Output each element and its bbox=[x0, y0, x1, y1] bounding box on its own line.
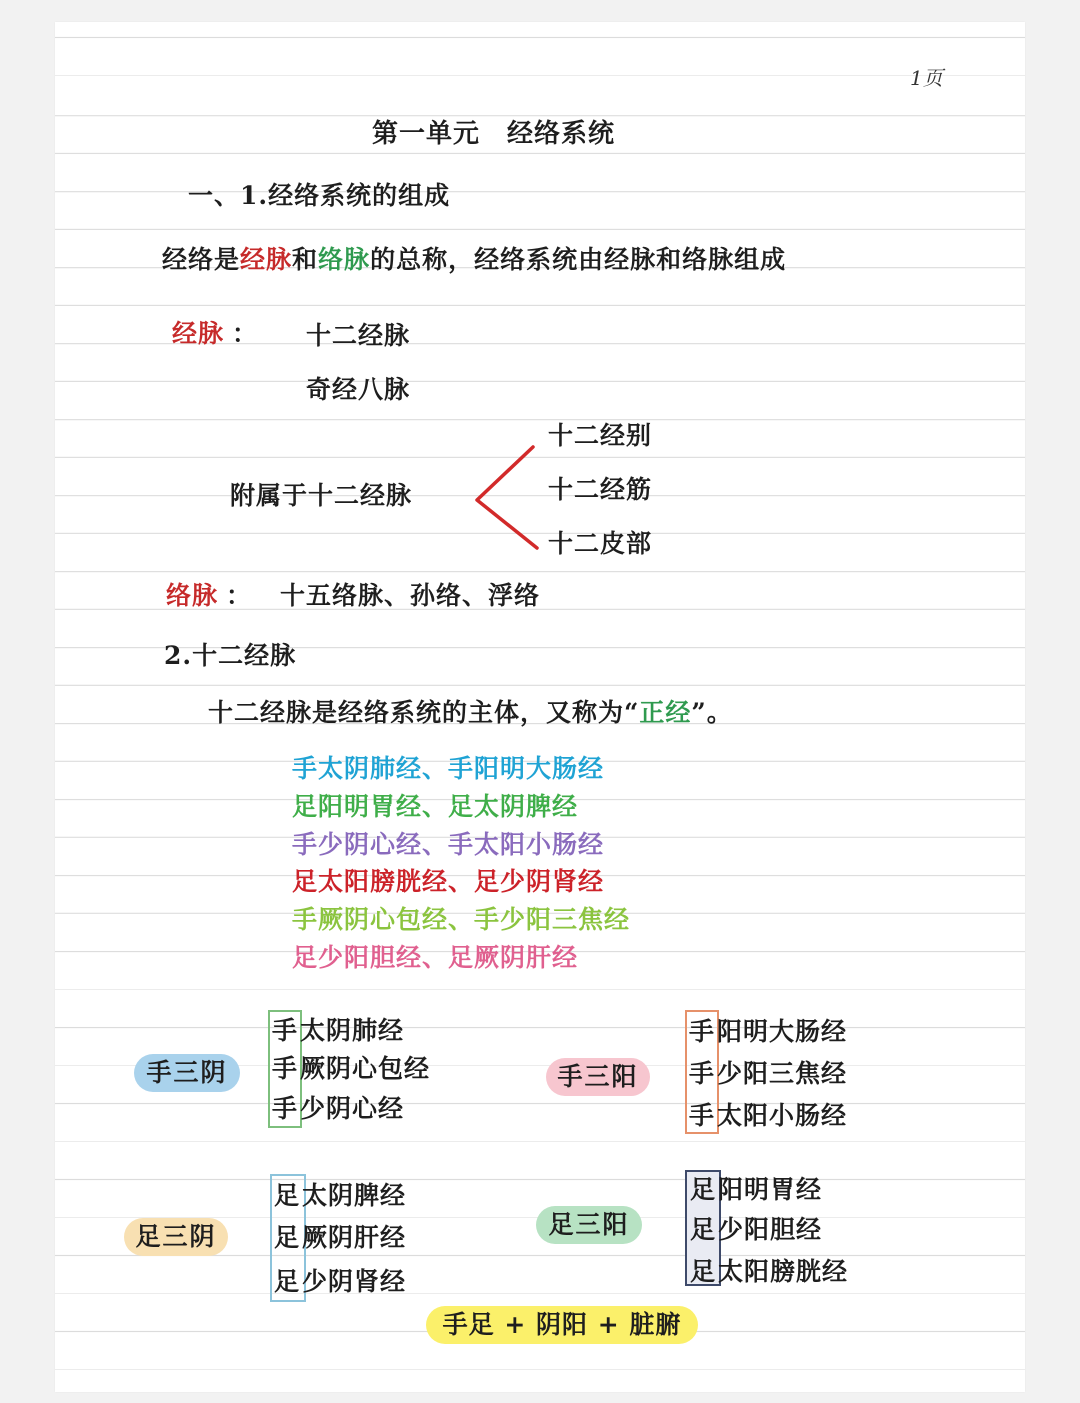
attached-label: 附属于十二经脉 bbox=[230, 481, 413, 510]
section2-heading: 2.十二经脉 bbox=[164, 641, 297, 670]
attached-item-pibu: 十二皮部 bbox=[548, 529, 653, 558]
row-head: 足 bbox=[689, 1257, 716, 1286]
intro-part-1: 经络是 bbox=[162, 245, 241, 274]
jingmai-item-qijing-bamai: 奇经八脉 bbox=[306, 375, 411, 404]
luomai-label: 络脉 ： bbox=[166, 581, 253, 610]
row-head: 足 bbox=[273, 1181, 300, 1210]
group-row bbox=[270, 1015, 404, 1047]
group-row bbox=[687, 1016, 847, 1048]
group-row bbox=[687, 1058, 847, 1090]
meridian-line: 足少阳胆经、足厥阴肝经 bbox=[292, 943, 579, 972]
row-head: 足 bbox=[689, 1215, 716, 1244]
group-row bbox=[272, 1222, 406, 1254]
section2-intro-before: 十二经脉是经络系统的主体，又称为“ bbox=[208, 698, 640, 727]
jingmai-item-shier-jingmai: 十二经脉 bbox=[306, 321, 411, 350]
group-row bbox=[272, 1180, 406, 1212]
section2-intro bbox=[208, 697, 733, 729]
meridian-line: 手少阴心经、手太阳小肠经 bbox=[292, 830, 605, 859]
row-text: 厥阴肝经 bbox=[302, 1223, 407, 1252]
row-head: 足 bbox=[273, 1223, 300, 1252]
row-text: 厥阴心包经 bbox=[300, 1054, 431, 1083]
row-text: 少阴心经 bbox=[300, 1094, 405, 1123]
section2-intro-after: ”。 bbox=[691, 698, 733, 727]
group-row bbox=[272, 1266, 406, 1298]
jingmai-label: 经脉 ： bbox=[172, 319, 259, 348]
meridian-line: 足阳明胃经、足太阴脾经 bbox=[292, 792, 579, 821]
row-text: 少阴肾经 bbox=[302, 1267, 407, 1296]
row-head: 手 bbox=[688, 1059, 715, 1088]
group-row bbox=[688, 1174, 822, 1206]
group-label-zu-san-yin: 足三阴 bbox=[124, 1218, 228, 1256]
meridian-line: 手太阴肺经、手阳明大肠经 bbox=[292, 754, 605, 783]
group-label-shou-san-yang: 手三阳 bbox=[546, 1058, 650, 1096]
row-text: 太阳膀胱经 bbox=[718, 1257, 849, 1286]
row-text: 少阳胆经 bbox=[718, 1215, 823, 1244]
row-text: 阳明胃经 bbox=[718, 1175, 823, 1204]
luomai-items: 十五络脉、孙络、浮络 bbox=[280, 581, 541, 610]
group-row bbox=[688, 1214, 822, 1246]
row-head: 足 bbox=[273, 1267, 300, 1296]
attached-item-jingjin: 十二经筋 bbox=[548, 475, 653, 504]
luomai-colon: ： bbox=[226, 581, 253, 610]
row-text: 太阴肺经 bbox=[300, 1016, 405, 1045]
section1-intro bbox=[162, 244, 786, 276]
jingmai-colon: ： bbox=[232, 319, 259, 348]
section1-heading: 一、1.经络系统的组成 bbox=[188, 181, 451, 210]
group-label-shou-san-yin: 手三阴 bbox=[134, 1054, 240, 1092]
row-head: 手 bbox=[271, 1054, 298, 1083]
meridian-line: 足太阳膀胱经、足少阴肾经 bbox=[292, 867, 605, 896]
row-head: 足 bbox=[689, 1175, 716, 1204]
summary-highlight: 手足 + 阴阳 + 脏腑 bbox=[426, 1306, 698, 1344]
intro-word-jingmai: 经脉 bbox=[240, 245, 293, 274]
zhengjing-highlight: 正经 bbox=[639, 698, 692, 727]
unit-title: 第一单元 经络系统 bbox=[372, 119, 616, 149]
group-row bbox=[270, 1053, 430, 1085]
group-row bbox=[270, 1093, 404, 1125]
intro-part-2: 和 bbox=[292, 245, 319, 274]
row-text: 少阳三焦经 bbox=[717, 1059, 848, 1088]
group-row bbox=[688, 1256, 848, 1288]
row-head: 手 bbox=[271, 1094, 298, 1123]
row-text: 阳明大肠经 bbox=[717, 1017, 848, 1046]
intro-part-3: 的总称，经络系统由经脉和络脉组成 bbox=[370, 245, 787, 274]
group-row bbox=[687, 1100, 847, 1132]
page-number: 1页 bbox=[910, 66, 943, 90]
row-text: 太阳小肠经 bbox=[717, 1101, 848, 1130]
attached-item-jingbie: 十二经别 bbox=[548, 421, 653, 450]
group-label-zu-san-yang: 足三阳 bbox=[536, 1206, 642, 1244]
row-head: 手 bbox=[688, 1101, 715, 1130]
row-head: 手 bbox=[271, 1016, 298, 1045]
intro-word-luomai: 络脉 bbox=[318, 245, 371, 274]
row-head: 手 bbox=[688, 1017, 715, 1046]
row-text: 太阴脾经 bbox=[302, 1181, 407, 1210]
meridian-line: 手厥阴心包经、手少阳三焦经 bbox=[292, 905, 631, 934]
